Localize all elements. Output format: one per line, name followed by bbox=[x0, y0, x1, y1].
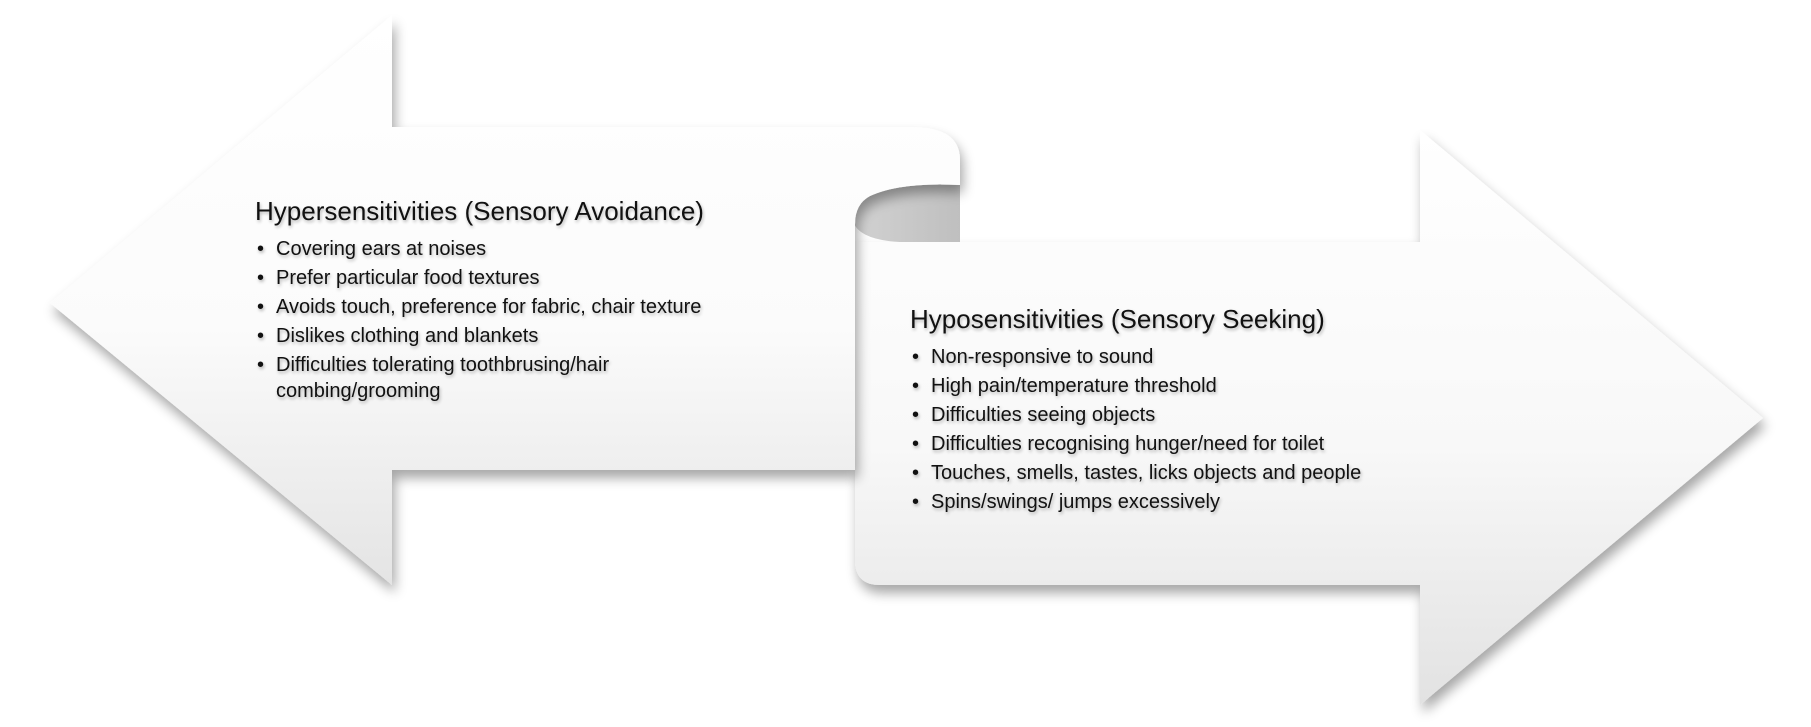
bullet-icon: • bbox=[257, 267, 265, 289]
list-item: • Difficulties seeing objects bbox=[912, 404, 1156, 426]
bullet-icon: • bbox=[257, 325, 265, 347]
hypersensitivities-list bbox=[255, 236, 815, 404]
bullet-icon: • bbox=[257, 238, 265, 260]
bullet-icon: • bbox=[912, 404, 920, 426]
list-item: • Non-responsive to sound bbox=[912, 346, 1154, 368]
list-item: • Avoids touch, preference for fabric, chair texture bbox=[257, 296, 702, 318]
list-item: • Difficulties recognising hunger/need for toilet bbox=[912, 433, 1325, 455]
hypersensitivities-panel bbox=[255, 194, 815, 407]
list-item: • Touches, smells, tastes, licks objects and people bbox=[912, 462, 1362, 484]
hypersensitivities-heading: Hypersensitivities (Sensory Avoidance) bbox=[255, 196, 704, 226]
bullet-icon: • bbox=[912, 375, 920, 397]
hyposensitivities-heading: Hyposensitivities (Sensory Seeking) bbox=[910, 304, 1325, 334]
bullet-icon: • bbox=[257, 354, 265, 376]
list-item: • Difficulties tolerating toothbrusing/hair combing/grooming bbox=[257, 354, 610, 402]
bullet-icon: • bbox=[912, 346, 920, 368]
hyposensitivities-list bbox=[910, 344, 1470, 515]
hyposensitivities-panel bbox=[910, 302, 1470, 518]
list-item: • Prefer particular food textures bbox=[257, 267, 540, 289]
bullet-icon: • bbox=[912, 462, 920, 484]
list-item: • High pain/temperature threshold bbox=[912, 375, 1217, 397]
bullet-icon: • bbox=[257, 296, 265, 318]
list-item: • Covering ears at noises bbox=[257, 238, 487, 260]
list-item: • Dislikes clothing and blankets bbox=[257, 325, 539, 347]
bullet-icon: • bbox=[912, 491, 920, 513]
bullet-icon: • bbox=[912, 433, 920, 455]
list-item: • Spins/swings/ jumps excessively bbox=[912, 491, 1220, 513]
